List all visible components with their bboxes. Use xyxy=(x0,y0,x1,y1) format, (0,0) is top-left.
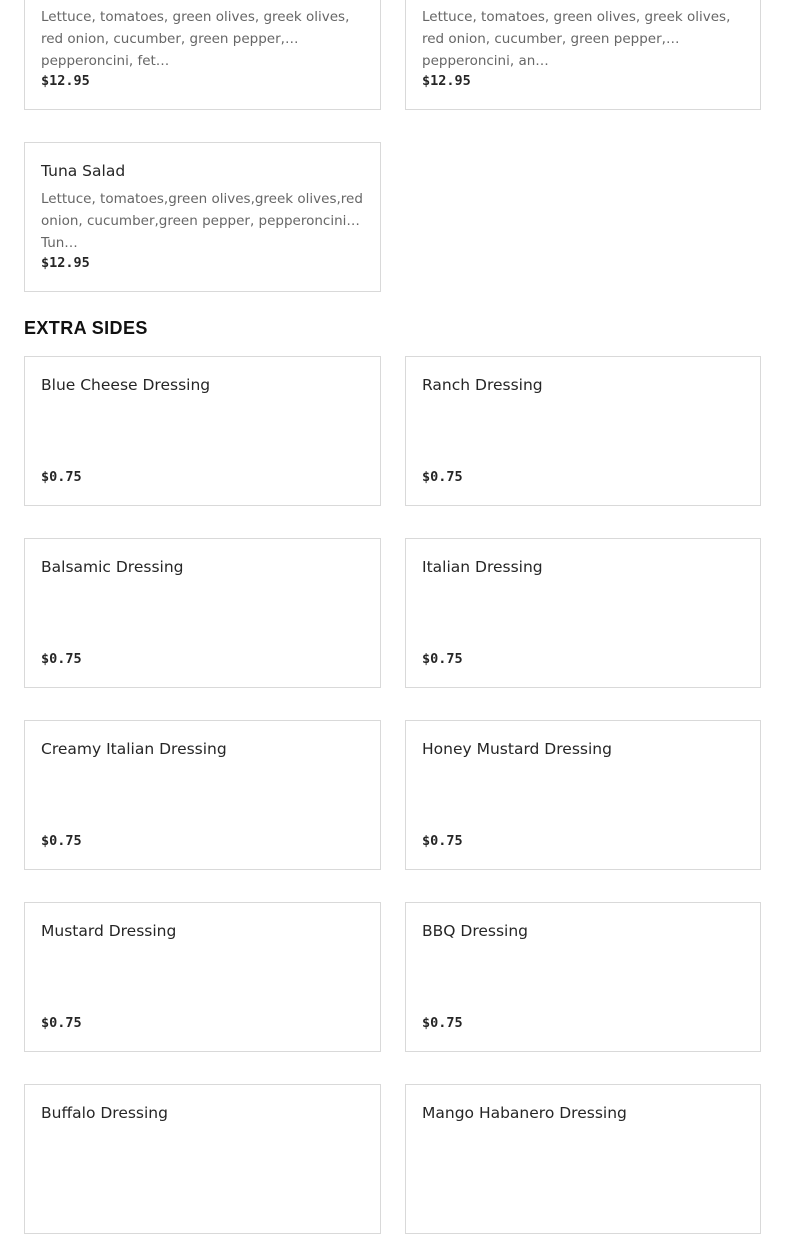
salads-section xyxy=(24,0,761,292)
item-price: $0.75 xyxy=(41,833,82,849)
menu-item-card-bbq-dressing[interactable] xyxy=(405,902,761,1052)
item-price: $0.75 xyxy=(422,651,463,667)
item-name: Blue Cheese Dressing xyxy=(41,376,211,394)
item-price: $0.75 xyxy=(41,651,82,667)
section-title: EXTRA SIDES xyxy=(24,318,148,338)
menu-item-card[interactable] xyxy=(24,0,381,110)
menu-item-card-mustard-dressing[interactable] xyxy=(24,902,381,1052)
item-description: Lettuce, tomatoes,green olives,greek olives,red onion, cucumber,green pepper, pepperoncini, Tun… xyxy=(41,191,363,251)
menu-item-card-italian-dressing[interactable] xyxy=(405,538,761,688)
item-price: $12.95 xyxy=(41,73,90,89)
item-description: Lettuce, tomatoes, green olives, greek olives, red onion, cucumber, green pepper, pepperoncini, fet… xyxy=(41,9,350,69)
menu-item-card-creamy-italian-dressing[interactable] xyxy=(24,720,381,870)
item-price: $12.95 xyxy=(41,255,90,271)
extra-sides-grid xyxy=(24,356,761,1234)
extra-sides-section xyxy=(24,318,761,339)
item-name: Buffalo Dressing xyxy=(41,1104,168,1122)
menu-item-card-blue-cheese-dressing[interactable] xyxy=(24,356,381,506)
item-price: $12.95 xyxy=(422,73,471,89)
item-name: Italian Dressing xyxy=(422,558,543,576)
item-name: Mango Habanero Dressing xyxy=(422,1104,627,1122)
item-name: Honey Mustard Dressing xyxy=(422,740,612,758)
item-price: $0.75 xyxy=(422,1015,463,1031)
item-price: $0.75 xyxy=(422,833,463,849)
menu-item-card-tuna-salad[interactable] xyxy=(24,142,381,292)
item-name: Creamy Italian Dressing xyxy=(41,740,227,758)
menu-item-card-ranch-dressing[interactable] xyxy=(405,356,761,506)
item-name: BBQ Dressing xyxy=(422,922,529,940)
item-price: $0.75 xyxy=(422,469,463,485)
item-name: Ranch Dressing xyxy=(422,376,543,394)
item-description: Lettuce, tomatoes, green olives, greek olives, red onion, cucumber, green pepper, pepperoncini, an… xyxy=(422,9,731,69)
item-price: $0.75 xyxy=(41,1015,82,1031)
menu-item-card-mango-habanero-dressing[interactable] xyxy=(405,1084,761,1234)
item-price: $0.75 xyxy=(41,469,82,485)
menu-item-card-buffalo-dressing[interactable] xyxy=(24,1084,381,1234)
menu-item-card-honey-mustard-dressing[interactable] xyxy=(405,720,761,870)
item-name: Balsamic Dressing xyxy=(41,558,184,576)
menu-item-card-balsamic-dressing[interactable] xyxy=(24,538,381,688)
menu-item-card[interactable] xyxy=(405,0,761,110)
item-name: Tuna Salad xyxy=(41,162,126,180)
item-name: Mustard Dressing xyxy=(41,922,177,940)
